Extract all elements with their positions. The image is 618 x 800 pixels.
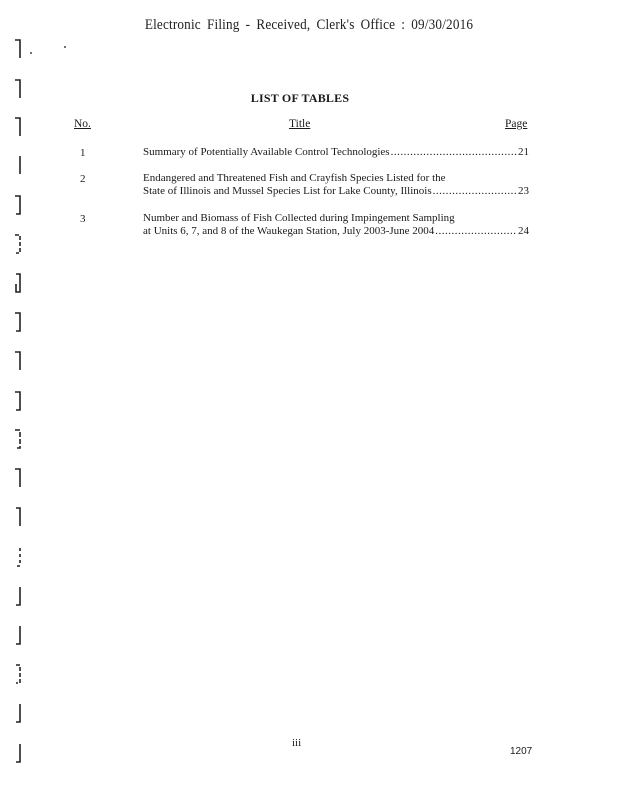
binder-marks (0, 0, 40, 800)
binder-mark (14, 742, 22, 764)
binder-mark (14, 194, 22, 216)
leader-dots (391, 146, 517, 159)
entry-line (143, 146, 529, 159)
binder-mark (14, 233, 22, 255)
page-number: iii (292, 737, 302, 749)
scan-speck (64, 46, 66, 48)
entry-page: 24 (518, 225, 529, 237)
filing-stamp: Electronic Filing - Received, Clerk's Office : 09/30/2016 (144, 17, 474, 33)
binder-mark (14, 467, 22, 489)
binder-mark (14, 350, 22, 372)
entry-title (143, 172, 529, 198)
binder-mark (14, 38, 22, 60)
binder-mark (14, 428, 22, 450)
entry-page: 23 (518, 185, 529, 197)
binder-mark (14, 702, 22, 724)
leader-dots (433, 185, 517, 198)
binder-mark (14, 311, 22, 333)
binder-mark (14, 506, 22, 528)
leader-dots (435, 225, 517, 238)
entry-line-text: State of Illinois and Mussel Species List for Lake County, Illinois (143, 185, 432, 197)
entry-number: 3 (80, 213, 86, 225)
entry-line-text: Endangered and Threatened Fish and Crayfish Species Listed for the (143, 172, 446, 184)
binder-mark (14, 272, 22, 294)
scan-speck (30, 52, 32, 54)
binder-mark (14, 663, 22, 685)
page-title: LIST OF TABLES (250, 91, 350, 105)
binder-mark (14, 154, 22, 176)
entry-line (143, 185, 529, 198)
column-header-no: No. (74, 118, 91, 130)
entry-line-text: at Units 6, 7, and 8 of the Waukegan Station, July 2003-June 2004 (143, 225, 435, 237)
bates-number: 1207 (510, 746, 533, 757)
entry-title (143, 212, 529, 238)
binder-mark (14, 624, 22, 646)
column-header-page: Page (505, 118, 528, 130)
entry-line (143, 225, 529, 238)
binder-mark (14, 546, 22, 568)
entry-line (143, 172, 529, 185)
entry-line (143, 212, 529, 225)
entry-number: 1 (80, 147, 86, 159)
entry-line-text: Summary of Potentially Available Control Technologies (143, 146, 390, 158)
binder-mark (14, 116, 22, 138)
entry-line-text: Number and Biomass of Fish Collected during Impingement Sampling (143, 212, 455, 224)
entry-page: 21 (518, 146, 529, 158)
entry-number: 2 (80, 173, 86, 185)
column-header-title: Title (289, 118, 311, 130)
entry-title (143, 146, 529, 159)
binder-mark (14, 390, 22, 412)
binder-mark (14, 585, 22, 607)
